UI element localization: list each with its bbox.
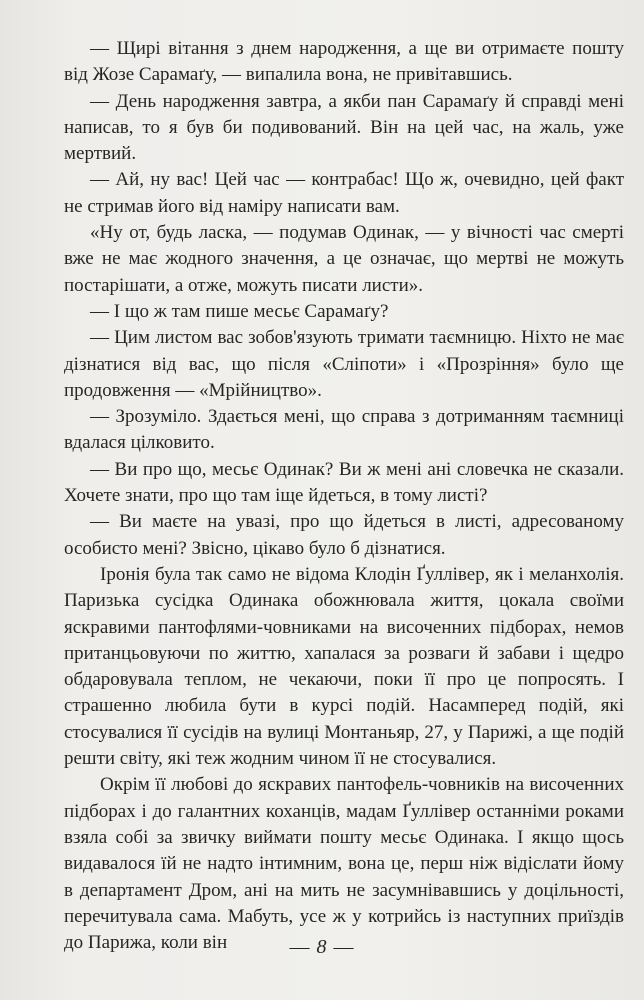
page-number — [0, 936, 644, 959]
paragraph-narrative: Іронія була так само не відома Клодін Ґуллівер, як і меланхолія. Паризька сусідка Одинака обожнювала життя, цокала своїми яскравими пантофлями-човниками на височенних підборах, немов пританцьовуючи по життю, хапалася за розваги й забави і щедро обдаровувала теплом, не чекаючи, поки її про це попросять. І страшенно любила бути в курсі подій. Насамперед подій, які стосувалися її сусідів на вулиці Монтаньяр, 27, у Парижі, а ще подій решти світу, які теж жодним чином її не стосувалися. — [64, 563, 624, 770]
paragraph-dialogue: — День народження завтра, а якби пан Сарамаґу й справді мені написав, то я був би подивований. Він на цей час, на жаль, уже мертвий. — [64, 90, 624, 165]
folio-dash-left: — — [289, 936, 311, 958]
paragraph-dialogue: — Ай, ну вас! Цей час — контрабас! Що ж, очевидно, цей факт не стримав його від наміру написати вам. — [64, 169, 624, 217]
paragraph-thought: «Ну от, будь ласка, — подумав Одинак, — у вічності час смерті вже не має жодного значення, а це означає, що мертві не можуть постарішати, а отже, можуть писати листи». — [64, 222, 624, 296]
folio-number: 8 — [316, 936, 328, 958]
paragraph-dialogue: — Щирі вітання з днем народження, а ще ви отримаєте пошту від Жозе Сарамаґу, — випалила вона, не привітавшись. — [64, 38, 624, 86]
paragraph-dialogue: — І що ж там пише месьє Сарамаґу? — [90, 300, 389, 322]
paragraph-dialogue: — Ви про що, месьє Одинак? Ви ж мені ані словечка не сказали. Хочете знати, про що там іще йдеться, в тому листі? — [64, 458, 624, 507]
paragraph-dialogue: — Зрозуміло. Здається мені, що справа з дотриманням таємниці вдалася цілковито. — [64, 406, 624, 454]
body-text — [64, 36, 624, 956]
paragraph-dialogue: — Цим листом вас зобов'язують тримати таємницю. Ніхто не має дізнатися від вас, що після «Сліпоти» і «Прозріння» було ще продовження — «Мрійництво». — [64, 327, 624, 401]
folio-dash-right: — — [333, 936, 355, 958]
paragraph-narrative: Окрім її любові до яскравих пантофель-човників на височенних підборах і до галантних коханців, мадам Ґуллівер останніми роками взяла собі за звичку виймати пошту месьє Одинака. І якщо щось видавалося їй не надто інтимним, вона це, перш ніж відіслати йому в департамент Дром, ані на мить не засумнівавшись у доцільності, перечитувала сама. Мабуть, усе ж у котрийсь із наступних приїздів до Парижа, коли він — [64, 774, 624, 954]
paragraph-dialogue: — Ви маєте на увазі, про що йдеться в листі, адресованому особисто мені? Звісно, цікаво було б дізнатися. — [64, 511, 624, 559]
